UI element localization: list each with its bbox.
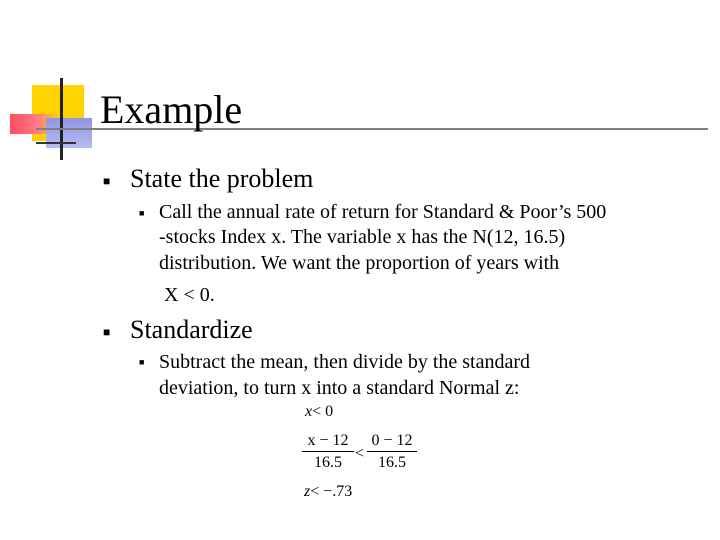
fraction-x-standardized: [302, 432, 354, 472]
bullet-icon: ■: [103, 325, 111, 339]
equation-variable-x: x: [305, 403, 313, 420]
equation-z-result: [304, 483, 352, 501]
bullet-standardize: Standardize: [130, 315, 253, 344]
sub-bullet-icon: ■: [139, 208, 145, 218]
less-than-sign: <: [355, 445, 365, 462]
sub-bullet-icon: ■: [139, 357, 145, 367]
equation-variable-z: z: [304, 483, 311, 500]
fraction-numerator: 0 − 12: [367, 432, 417, 452]
standardize-text-line-2: deviation, to turn x into a standard Normal z:: [159, 377, 520, 399]
bullet-state-the-problem: State the problem: [130, 164, 314, 193]
slide-title: Example: [100, 87, 243, 132]
title-decoration-dark-line: [36, 142, 76, 144]
equation-relation: < 0: [312, 403, 334, 420]
problem-text-line-2: -stocks Index x. The variable x has the N(12, 16.5): [159, 226, 566, 248]
fraction-numerator: x − 12: [302, 432, 354, 452]
problem-text-line-3: distribution. We want the proportion of years with: [159, 252, 560, 274]
title-decoration-vertical-line: [60, 78, 63, 160]
standardize-text-line-1: Subtract the mean, then divide by the standard: [159, 351, 531, 373]
problem-text-line-4: X < 0.: [159, 284, 215, 306]
bullet-icon: ■: [103, 174, 111, 188]
equation-result: < −.73: [310, 483, 353, 500]
equation-x-less-than-zero: [305, 403, 333, 421]
problem-text-line-1: Call the annual rate of return for Standard & Poor’s 500: [159, 201, 607, 223]
fraction-zero-standardized: [367, 432, 417, 472]
fraction-denominator: 16.5: [314, 454, 342, 471]
fraction-denominator: 16.5: [378, 454, 406, 471]
